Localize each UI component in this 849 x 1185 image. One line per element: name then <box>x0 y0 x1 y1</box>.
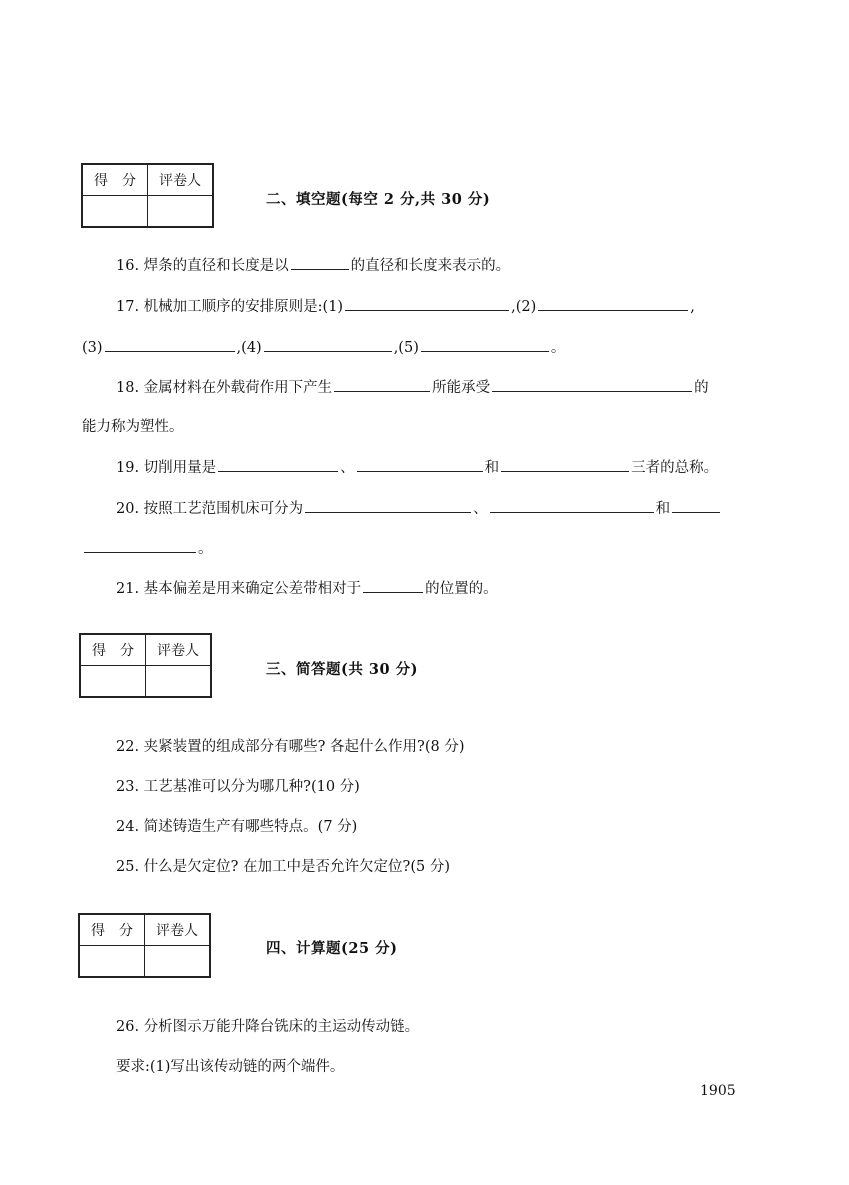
grader-cell <box>145 946 211 978</box>
answer-blank <box>538 296 688 311</box>
question-24: 24. 简述铸造生产有哪些特点。(7 分) <box>116 819 358 835</box>
answer-blank <box>492 377 692 392</box>
question-20-cont: 。 <box>82 538 213 559</box>
score-cell <box>79 946 145 978</box>
grader-cell <box>146 666 212 698</box>
page-number: 1905 <box>700 1083 736 1099</box>
section-title-short-answer: 三、简答题(共 30 分) <box>266 661 418 678</box>
question-20: 20. 按照工艺范围机床可分为 、 和 <box>116 498 722 519</box>
answer-blank <box>105 337 235 352</box>
answer-blank <box>264 337 392 352</box>
answer-blank <box>345 296 509 311</box>
answer-blank <box>363 578 423 593</box>
answer-blank <box>490 498 654 513</box>
score-header: 得 分 <box>82 164 148 196</box>
question-23: 23. 工艺基准可以分为哪几种?(10 分) <box>116 779 360 795</box>
question-18: 18. 金属材料在外载荷作用下产生 所能承受 的 <box>116 377 709 398</box>
score-cell <box>82 196 148 228</box>
question-26-requirement: 要求:(1)写出该传动链的两个端件。 <box>116 1059 345 1075</box>
answer-blank <box>357 457 483 472</box>
question-18-cont: 能力称为塑性。 <box>82 419 184 435</box>
answer-blank <box>291 255 349 270</box>
question-17: 17. 机械加工顺序的安排原则是:(1) ,(2) , <box>116 296 695 317</box>
question-21: 21. 基本偏差是用来确定公差带相对于 的位置的。 <box>116 578 498 599</box>
question-17-cont: (3) ,(4) ,(5) 。 <box>82 337 565 358</box>
grader-cell <box>148 196 214 228</box>
score-table-section-2 <box>81 163 214 228</box>
score-table-section-3 <box>79 633 212 698</box>
question-26: 26. 分析图示万能升降台铣床的主运动传动链。 <box>116 1019 420 1035</box>
answer-blank <box>218 457 338 472</box>
question-19: 19. 切削用量是 、 和 三者的总称。 <box>116 457 718 478</box>
score-header: 得 分 <box>80 634 146 666</box>
question-22: 22. 夹紧装置的组成部分有哪些? 各起什么作用?(8 分) <box>116 739 465 755</box>
grader-header: 评卷人 <box>146 634 212 666</box>
section-title-calculation: 四、计算题(25 分) <box>266 940 398 957</box>
section-title-fill-in: 二、填空题(每空 2 分,共 30 分) <box>266 191 491 208</box>
question-16: 16. 焊条的直径和长度是以 的直径和长度来表示的。 <box>116 255 510 276</box>
answer-blank <box>305 498 471 513</box>
answer-blank <box>672 498 720 513</box>
answer-blank <box>421 337 549 352</box>
answer-blank <box>334 377 430 392</box>
question-25: 25. 什么是欠定位? 在加工中是否允许欠定位?(5 分) <box>116 859 450 875</box>
answer-blank <box>501 457 629 472</box>
grader-header: 评卷人 <box>148 164 214 196</box>
score-header: 得 分 <box>79 914 145 946</box>
score-table-section-4 <box>78 913 211 978</box>
score-cell <box>80 666 146 698</box>
answer-blank <box>84 538 196 553</box>
grader-header: 评卷人 <box>145 914 211 946</box>
